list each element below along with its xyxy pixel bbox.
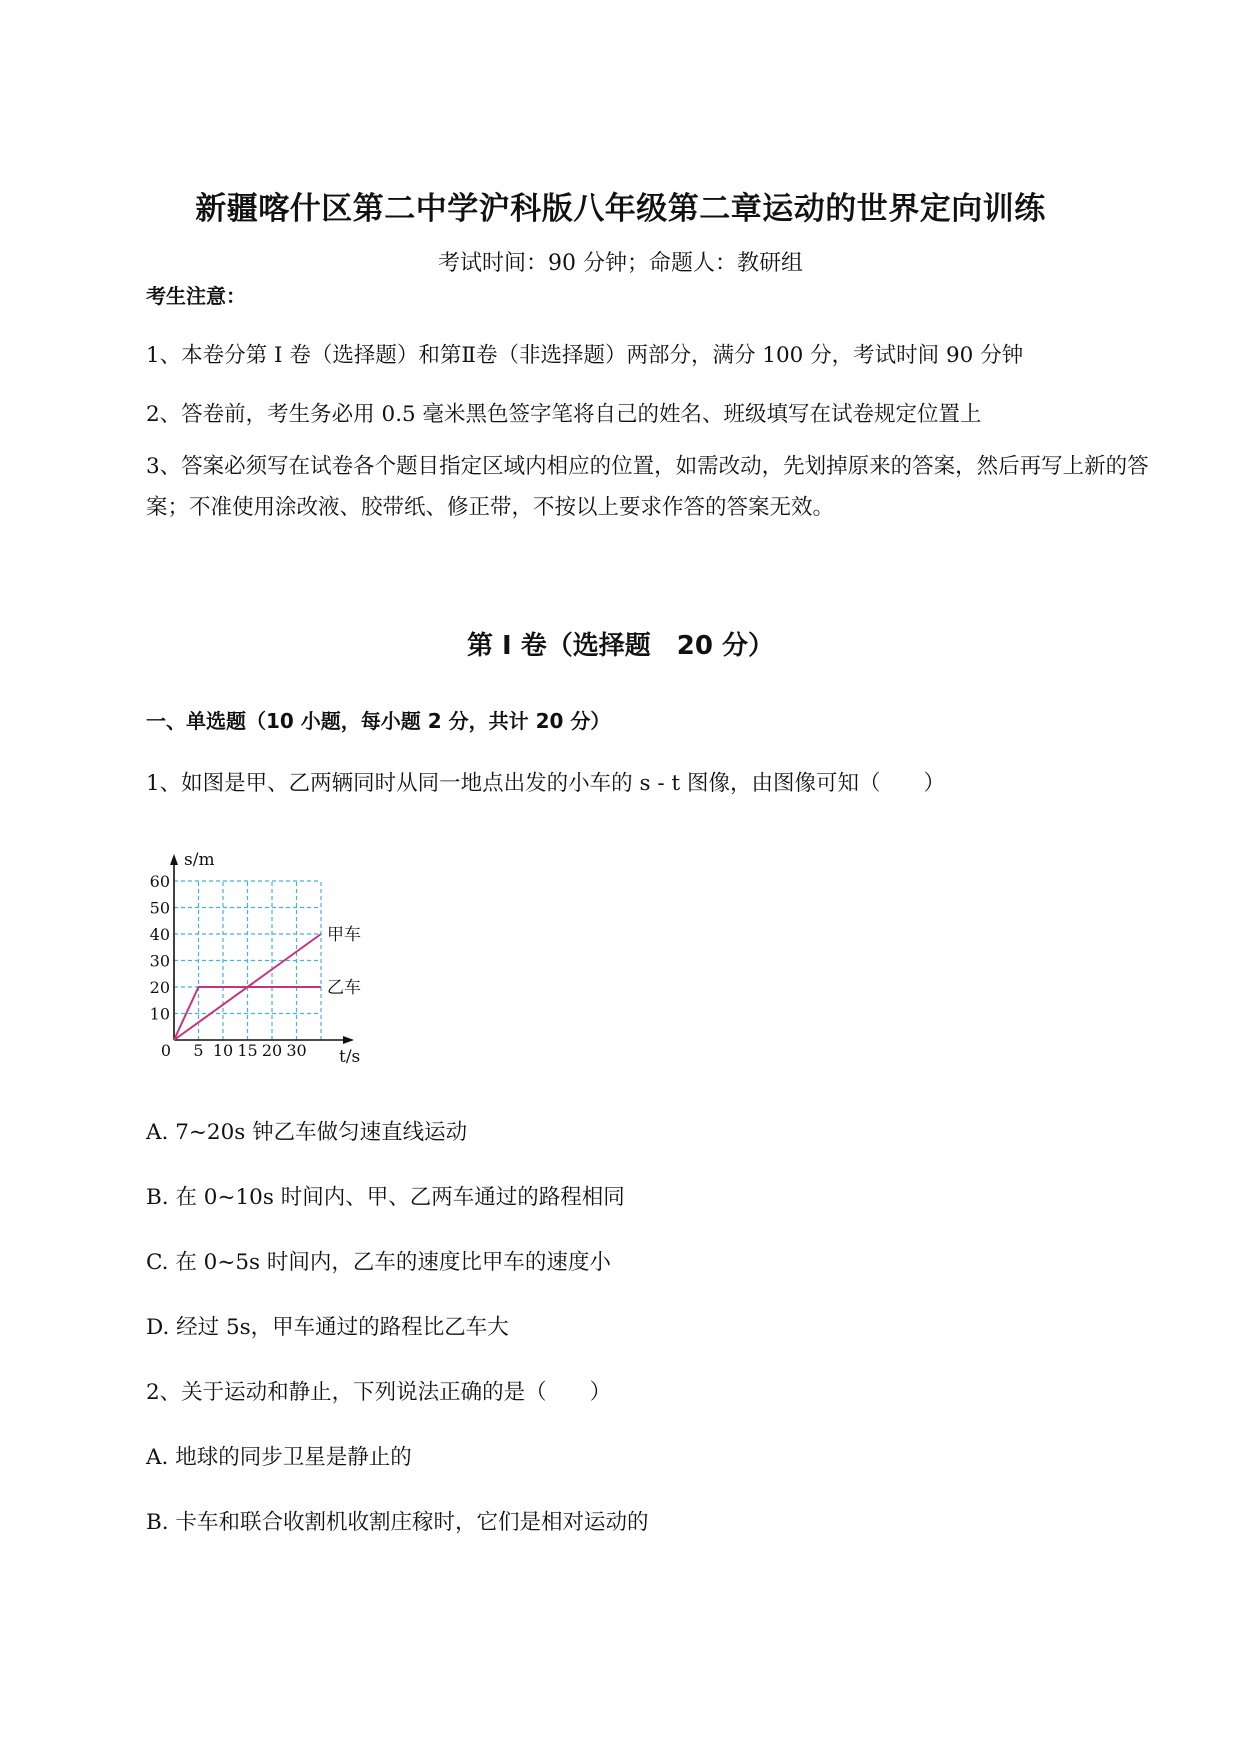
- section-title: 第 I 卷（选择题 20 分）: [466, 631, 774, 661]
- chart-grid: [174, 881, 321, 1040]
- question-2-stem: 2、关于运动和静止，下列说法正确的是（ ）: [146, 1380, 612, 1405]
- x-tick-label: 20: [261, 1041, 283, 1060]
- question-1-option-a[interactable]: A. 7~20s 钟乙车做匀速直线运动: [146, 1120, 468, 1145]
- y-tick-label: 40: [149, 925, 170, 944]
- exam-subtitle: 考试时间：90 分钟；命题人：教研组: [438, 251, 803, 276]
- y-tick-label: 60: [149, 872, 170, 891]
- question-2-option-a[interactable]: A. 地球的同步卫星是静止的: [146, 1445, 412, 1470]
- question-1-stem: 1、如图是甲、乙两辆同时从同一地点出发的小车的 s - t 图像，由图像可知（ ）: [146, 771, 945, 796]
- x-tick-label: 15: [237, 1041, 258, 1060]
- y-tick-label: 30: [149, 951, 170, 971]
- x-tick-label: 10: [212, 1041, 234, 1060]
- x-tick-label: 30: [286, 1041, 307, 1060]
- x-axis-label: t/s: [339, 1047, 361, 1067]
- question-1-option-b[interactable]: B. 在 0~10s 时间内、甲、乙两车通过的路程相同: [146, 1185, 625, 1210]
- question-1-option-d[interactable]: D. 经过 5s，甲车通过的路程比乙车大: [146, 1315, 509, 1340]
- y-axis-label: s/m: [184, 850, 215, 870]
- notice-item-1: 1、本卷分第 I 卷（选择题）和第Ⅱ卷（非选择题）两部分，满分 100 分，考试时间 90 分钟: [146, 343, 1024, 368]
- y-tick-label: 20: [149, 978, 170, 997]
- page-title: 新疆喀什区第二中学沪科版八年级第二章运动的世界定向训练: [195, 191, 1046, 227]
- x-axis-arrow: [343, 1036, 354, 1044]
- origin-label: 0: [160, 1041, 172, 1060]
- question-2-option-b[interactable]: B. 卡车和联合收割机收割庄稼时，它们是相对运动的: [146, 1510, 649, 1535]
- notice-item-3: 3、答案必须写在试卷各个题目指定区域内相应的位置，如需改动，先划掉原来的答案，然后再写上新的答案；不准使用涂改液、胶带纸、修正带，不按以上要求作答的答案无效。: [146, 454, 1149, 520]
- y-axis-arrow: [170, 854, 178, 865]
- notice-heading: 考生注意：: [146, 284, 246, 308]
- notice-item-2: 2、答卷前，考生务必用 0.5 毫米黑色签字笔将自己的姓名、班级填写在试卷规定位置上: [146, 402, 982, 427]
- part-heading: 一、单选题（10 小题，每小题 2 分，共计 20 分）: [146, 709, 611, 733]
- st-graph: [140, 835, 400, 1075]
- y-tick-label: 10: [149, 1004, 170, 1024]
- y-tick-label: 50: [149, 898, 170, 918]
- series-label-2: 乙车: [327, 978, 361, 998]
- series-label-1: 甲车: [327, 925, 361, 945]
- question-1-option-c[interactable]: C. 在 0~5s 时间内，乙车的速度比甲车的速度小: [146, 1250, 611, 1275]
- x-tick-label: 5: [193, 1041, 204, 1060]
